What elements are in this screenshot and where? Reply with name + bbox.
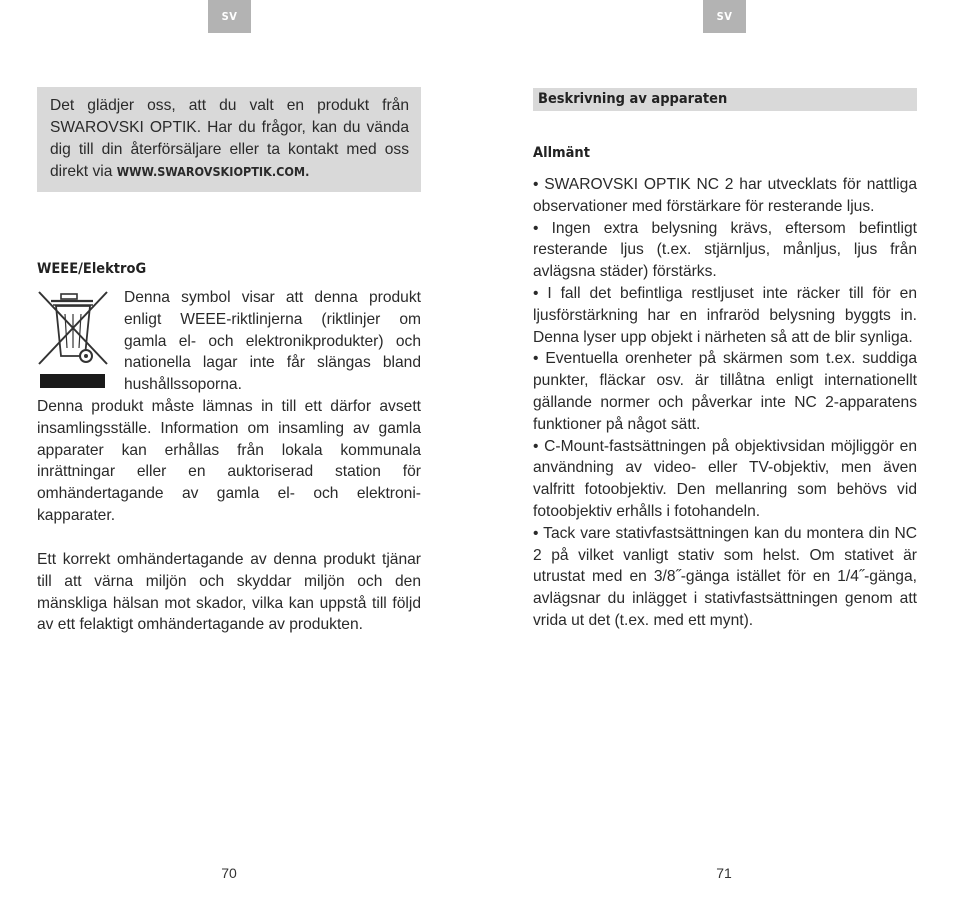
language-tab: SV: [703, 0, 746, 33]
bullet-item: • Ingen extra belysning krävs, eftersom befintligt resterande ljus (t.ex. stjärnljus, månljus, ljus från avlägsna städer) förstärks.: [533, 219, 917, 281]
bullet-item: • I fall det befintliga restljuset inte räcker till för en ljusförstärkning har en infraröd belysning byggts in. Denna lyser upp objekt i närheten så att de blir synliga.: [533, 284, 917, 346]
bullet-item: • Tack vare stativfastsättningen kan du montera din NC 2 på vilket vanligt stativ som helst. Om stativet är utrustat med en 3/8˝-gänga istället för en 1/4˝-gänga, avlägsnar du inlägget i stativfastsättningen genom att vrida ut det (t.ex. med ett mynt).: [533, 524, 917, 629]
weee-heading: WEEE/ElektroG: [37, 261, 147, 277]
weee-paragraph-2: Ett korrekt omhändertagande av denna produkt tjänar till att värna miljön och skyddar miljön och den mänskliga hälsan mot skador, vilka kan uppstå till följd av ett felaktigt omhändertagande av produkten.: [37, 551, 421, 634]
feature-bullet-list: [533, 174, 917, 632]
weee-collection-paragraph: [37, 396, 421, 527]
page-number: 70: [221, 865, 237, 881]
crossed-out-wheeled-bin-icon: [37, 290, 109, 390]
intro-info-box: [37, 87, 421, 192]
bullet-item: • Eventuella orenheter på skärmen som t.ex. suddiga punkter, fläckar osv. är tillåtna enligt internationellt gällande normer och påverkar inte NC 2-apparatens funktioner på något sätt.: [533, 350, 917, 433]
weee-symbol-description: [124, 287, 421, 396]
bullet-item: • C-Mount-fastsättningen på objektivsidan möjliggör en användning av video- eller TV-objektiv, men även valfritt fotoobjektiv. Den mellanring som behövs vid fotoobjektiv erhålls i fotohandeln.: [533, 437, 917, 520]
weee-paragraph-1: Denna produkt måste lämnas in till ett därfor avsett insamlingsställe. Information om insamling av gamla apparater kan erhållas från lokala kommunala inrättningar eller en auktoriserad station för omhändertagande av gamla el- och elektronikapparater.: [37, 398, 421, 524]
page-number: 71: [716, 865, 732, 881]
bullet-item: • SWAROVSKI OPTIK NC 2 har utvecklats för nattliga observationer med förstärkare för resterande ljus.: [533, 176, 917, 215]
general-subheading: Allmänt: [533, 145, 590, 161]
section-title-bar: Beskrivning av apparaten: [533, 88, 917, 111]
weee-symbol-text: Denna symbol visar att denna produkt enligt WEEE-riktlinjerna (riktlinjer om gamla el- och elektronikprodukter) och nationella lagar inte får slängas bland hushållssoporna.: [124, 289, 421, 394]
intro-body: Det glädjer oss, att du valt en produkt från SWAROVSKI OPTIK. Har du frågor, kan du vända dig till din återförsäljare eller ta kontakt med oss direkt via: [50, 97, 409, 180]
website-link[interactable]: WWW.SWAROVSKIOPTIK.COM.: [116, 164, 310, 179]
right-page: [477, 0, 954, 917]
intro-text: [50, 95, 409, 183]
weee-environment-paragraph: [37, 549, 421, 636]
language-tab: SV: [208, 0, 251, 33]
